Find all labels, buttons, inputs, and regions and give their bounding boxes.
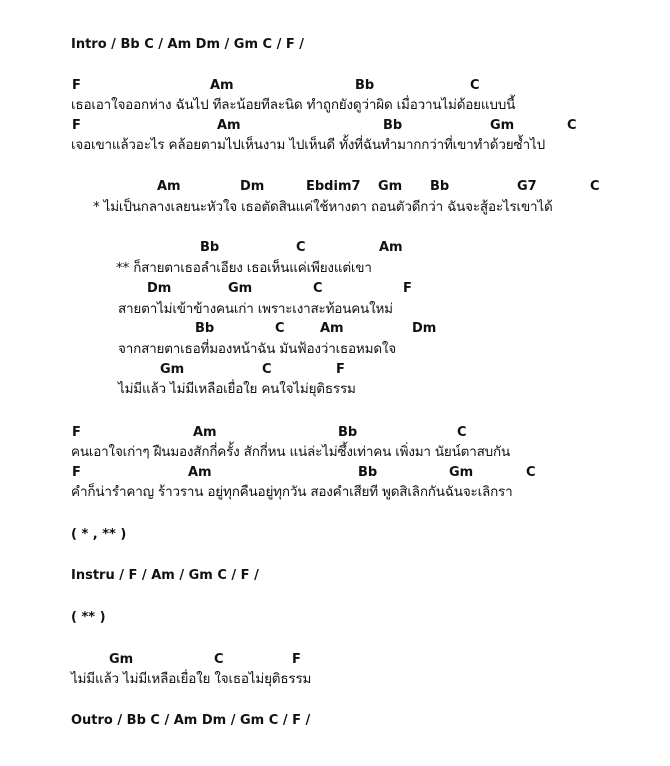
chord: C bbox=[275, 321, 285, 336]
chord: C bbox=[214, 652, 224, 667]
chord: Bb bbox=[355, 78, 375, 93]
lyric-line: * ไม่เป็นกลางเลยนะหัวใจ เธอตัดสินแค่ใช้หางตา ถอนตัวดีกว่า ฉันจะสู้อะไรเขาได้ bbox=[93, 199, 553, 215]
chord: F bbox=[72, 465, 81, 480]
chord: F bbox=[292, 652, 301, 667]
chord: C bbox=[296, 240, 306, 255]
chord: F bbox=[336, 362, 345, 377]
chord: F bbox=[72, 118, 81, 133]
lyric-line: ไม่มีแล้ว ไม่มีเหลือเยื่อใย ใจเธอไม่ยุติธรรม bbox=[71, 671, 312, 687]
chord: C bbox=[262, 362, 272, 377]
chord: C bbox=[313, 281, 323, 296]
repeat-marker: ( * , ** ) bbox=[71, 527, 127, 542]
chord: Bb bbox=[430, 179, 450, 194]
chord: C bbox=[590, 179, 600, 194]
chord: Gm bbox=[160, 362, 185, 377]
lyric-line: ไม่มีแล้ว ไม่มีเหลือเยื่อใย คนใจไม่ยุติธรรม bbox=[118, 381, 356, 397]
chord: F bbox=[72, 425, 81, 440]
chord: Am bbox=[320, 321, 344, 336]
chord: Bb bbox=[200, 240, 220, 255]
chord: C bbox=[457, 425, 467, 440]
chord: Am bbox=[379, 240, 403, 255]
chord: Bb bbox=[195, 321, 215, 336]
chord: Am bbox=[210, 78, 234, 93]
chord: G7 bbox=[517, 179, 537, 194]
chord: Gm bbox=[449, 465, 474, 480]
chord: Bb bbox=[383, 118, 403, 133]
lyric-line: คนเอาใจเก่าๆ ฝืนมองสักกี่ครั้ง สักกี่หน แน่ล่ะไม่ซึ้งเท่าคน เพิ่งมา นัยน์ตาสบกัน bbox=[71, 444, 511, 460]
outro-label: Outro / Bb C / Am Dm / Gm C / F / bbox=[71, 713, 311, 728]
chord: Ebdim7 bbox=[306, 179, 361, 194]
chord: Bb bbox=[338, 425, 358, 440]
lyric-line: ** ก็สายตาเธอลำเอียง เธอเห็นแค่เพียงแต่เขา bbox=[116, 260, 372, 276]
chord: F bbox=[403, 281, 412, 296]
chord: Bb bbox=[358, 465, 378, 480]
lyric-line: เธอเอาใจออกห่าง ฉันไป ทีละน้อยทีละนิด ทำถูกยังดูว่าผิด เมื่อวานไม่ด้อยแบบนี้ bbox=[71, 97, 516, 113]
chord: Gm bbox=[378, 179, 403, 194]
lyric-line: เจอเขาแล้วอะไร คล้อยตามไปเห็นงาม ไปเห็นดี ทั้งที่ฉันทำมากกว่าที่เขาทำด้วยซ้ำไป bbox=[71, 137, 545, 153]
chord: Am bbox=[217, 118, 241, 133]
chord: Gm bbox=[228, 281, 253, 296]
chord: Am bbox=[193, 425, 217, 440]
intro-label: Intro / Bb C / Am Dm / Gm C / F / bbox=[71, 37, 305, 52]
chord: F bbox=[72, 78, 81, 93]
chord: Am bbox=[188, 465, 212, 480]
lyric-line: จากสายตาเธอที่มองหน้าฉัน มันฟ้องว่าเธอหมดใจ bbox=[118, 341, 397, 357]
chord: C bbox=[567, 118, 577, 133]
lyric-line: สายตาไม่เข้าข้างคนเก่า เพราะเงาสะท้อนคนใหม่ bbox=[118, 301, 393, 317]
repeat-marker: ( ** ) bbox=[71, 610, 106, 625]
chord: Gm bbox=[109, 652, 134, 667]
instru-label: Instru / F / Am / Gm C / F / bbox=[71, 568, 259, 583]
chord: C bbox=[470, 78, 480, 93]
chord: C bbox=[526, 465, 536, 480]
lyric-line: คำก็น่ารำคาญ ร้าวราน อยู่ทุกคืนอยู่ทุกวัน สองคำเสียที พูดสิเลิกกันฉันจะเลิกรา bbox=[71, 484, 513, 500]
chord: Dm bbox=[412, 321, 437, 336]
chord: Dm bbox=[147, 281, 172, 296]
chord: Dm bbox=[240, 179, 265, 194]
chord: Am bbox=[157, 179, 181, 194]
chord: Gm bbox=[490, 118, 515, 133]
